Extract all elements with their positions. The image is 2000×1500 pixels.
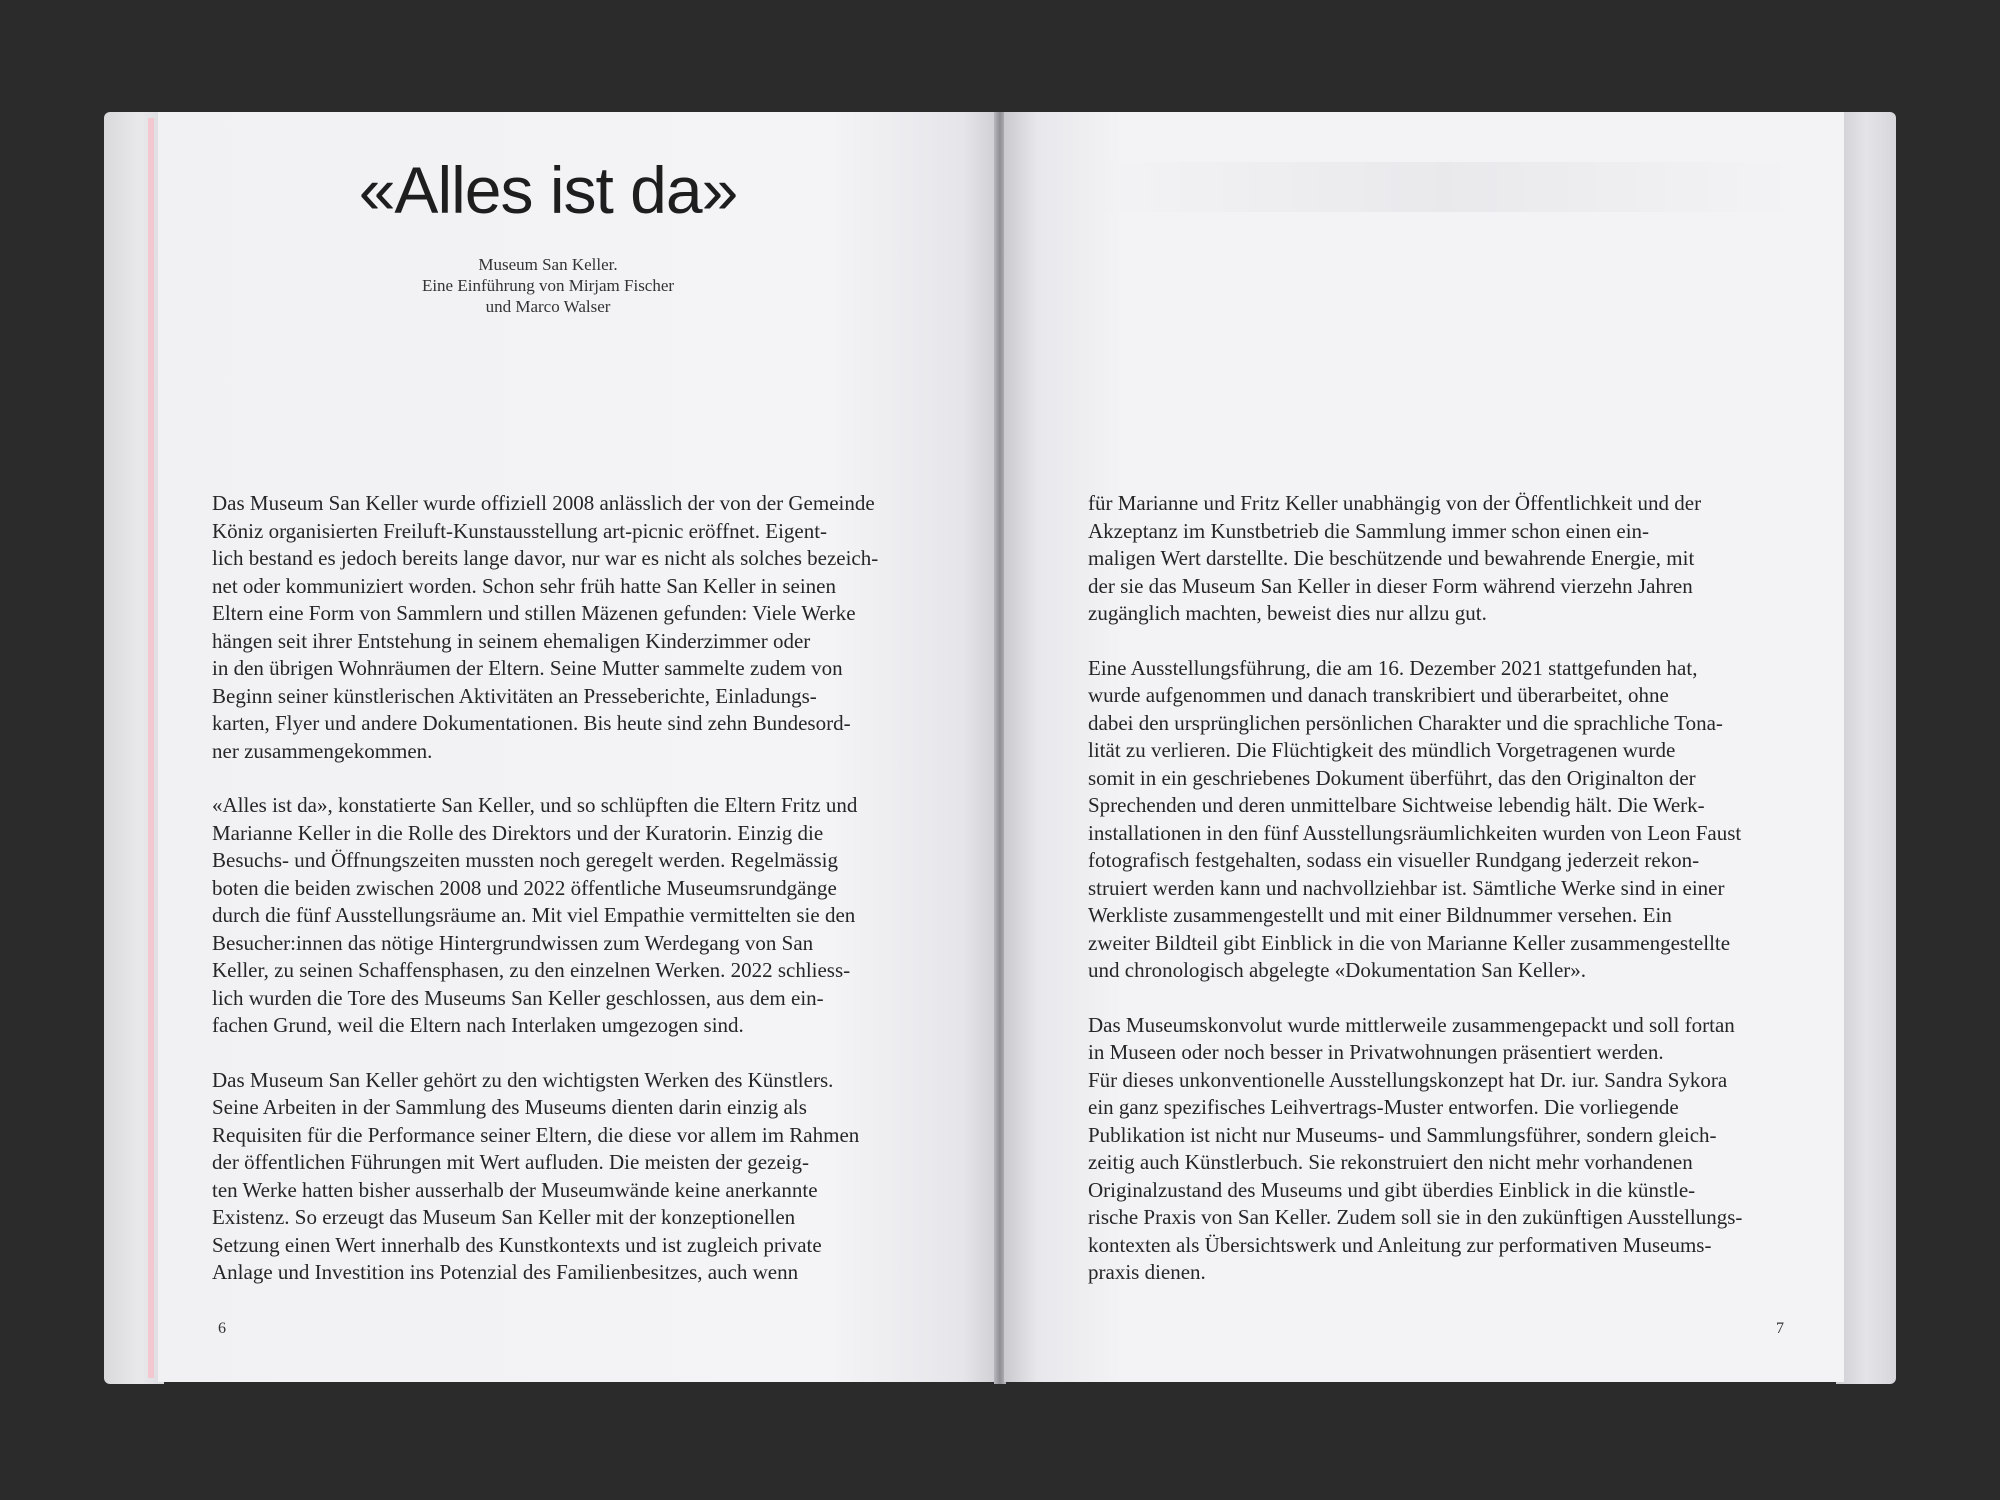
text-line: karten, Flyer und andere Dokumentationen. Bis heute sind zehn Bundesord- bbox=[212, 711, 851, 735]
text-line: praxis dienen. bbox=[1088, 1260, 1206, 1284]
text-line: zugänglich machten, beweist dies nur allzu gut. bbox=[1088, 601, 1487, 625]
text-line: Für dieses unkonventionelle Ausstellungskonzept hat Dr. iur. Sandra Sykora bbox=[1088, 1067, 1728, 1092]
text-line: somit in ein geschriebenes Dokument überführt, das den Originalton der bbox=[1088, 765, 1696, 790]
text-line: struiert werden kann und nachvollziehbar ist. Sämtliche Werke sind in einer bbox=[1088, 875, 1725, 900]
left-page bbox=[158, 112, 996, 1382]
text-line: in Museen oder noch besser in Privatwohnungen präsentiert werden. bbox=[1088, 1040, 1664, 1064]
text-line: Werkliste zusammengestellt und mit einer Bildnummer versehen. Ein bbox=[1088, 903, 1672, 927]
text-line: dabei den ursprünglichen persönlichen Charakter und die sprachliche Tona- bbox=[1088, 710, 1723, 735]
text-line: Requisiten für die Performance seiner Eltern, die diese vor allem im Rahmen bbox=[212, 1122, 860, 1147]
text-line: Akzeptanz im Kunstbetrieb die Sammlung immer schon einen ein- bbox=[1088, 518, 1650, 543]
text-line: Marianne Keller in die Rolle des Direktors und der Kuratorin. Einzig die bbox=[212, 820, 824, 845]
pink-page-edge bbox=[148, 118, 154, 1378]
text-line: wurde aufgenommen und danach transkribiert und überarbeitet, ohne bbox=[1088, 683, 1669, 707]
text-line: hängen seit ihrer Entstehung in seinem ehemaligen Kinderzimmer oder bbox=[212, 628, 811, 653]
show-through-heading bbox=[1094, 162, 1794, 212]
text-line: zeitig auch Künstlerbuch. Sie rekonstruiert den nicht mehr vorhandenen bbox=[1088, 1150, 1693, 1174]
text-line: net oder kommuniziert worden. Schon sehr früh hatte San Keller in seinen bbox=[212, 573, 836, 598]
paragraph bbox=[1088, 1012, 1818, 1287]
text-line: Publikation ist nicht nur Museums- und Sammlungsführer, sondern gleich- bbox=[1088, 1122, 1717, 1147]
paragraph bbox=[212, 792, 942, 1040]
paragraph bbox=[212, 1067, 942, 1287]
text-line: rische Praxis von San Keller. Zudem soll sie in den zukünftigen Ausstellungs- bbox=[1088, 1205, 1743, 1229]
text-line: und chronologisch abgelegte «Dokumentation San Keller». bbox=[1088, 958, 1587, 982]
paragraph bbox=[1088, 655, 1818, 985]
subtitle-line: und Marco Walser bbox=[485, 297, 611, 316]
page-number-right: 7 bbox=[1776, 1320, 1784, 1337]
text-line: Originalzustand des Museums und gibt überdies Einblick in die künstle- bbox=[1088, 1177, 1696, 1202]
text-line: Eine Ausstellungsführung, die am 16. Dezember 2021 stattgefunden hat, bbox=[1088, 655, 1698, 680]
text-line: Existenz. So erzeugt das Museum San Keller mit der konzeptionellen bbox=[212, 1205, 796, 1229]
text-line: Beginn seiner künstlerischen Aktivitäten an Presseberichte, Einladungs- bbox=[212, 683, 817, 708]
text-line: der öffentlichen Führungen mit Wert aufluden. Die meisten der gezeig- bbox=[212, 1150, 810, 1174]
text-line: Das Museum San Keller gehört zu den wichtigsten Werken des Künstlers. bbox=[212, 1067, 834, 1092]
text-line: für Marianne und Fritz Keller unabhängig von der Öffentlichkeit und der bbox=[1088, 491, 1702, 515]
text-line: installationen in den fünf Ausstellungsräumlichkeiten wurden von Leon Faust bbox=[1088, 820, 1742, 845]
right-body-text bbox=[1088, 490, 1818, 1314]
book-cover-left-edge bbox=[104, 112, 164, 1384]
subtitle-line: Museum San Keller. bbox=[478, 255, 618, 274]
text-line: Das Museum San Keller wurde offiziell 2008 anlässlich der von der Gemeinde bbox=[212, 491, 875, 515]
text-line: ner zusammengekommen. bbox=[212, 738, 433, 763]
text-line: maligen Wert darstellte. Die beschützende und bewahrende Energie, mit bbox=[1088, 546, 1695, 570]
text-line: in den übrigen Wohnräumen der Eltern. Seine Mutter sammelte zudem von bbox=[212, 656, 843, 680]
text-line: Seine Arbeiten in der Sammlung des Museums dienten darin einzig als bbox=[212, 1095, 807, 1119]
text-line: lität zu verlieren. Die Flüchtigkeit des mündlich Vorgetragenen wurde bbox=[1088, 738, 1676, 762]
text-line: fachen Grund, weil die Eltern nach Interlaken umgezogen sind. bbox=[212, 1013, 744, 1037]
paragraph bbox=[212, 490, 942, 765]
text-line: Das Museumskonvolut wurde mittlerweile zusammengepackt und soll fortan bbox=[1088, 1012, 1735, 1037]
left-body-text bbox=[212, 490, 942, 1314]
text-line: kontexten als Übersichtswerk und Anleitung zur performativen Museums- bbox=[1088, 1232, 1712, 1257]
text-line: lich bestand es jedoch bereits lange davor, nur war es nicht als solches bezeich- bbox=[212, 546, 879, 570]
text-line: Besucher:innen das nötige Hintergrundwissen zum Werdegang von San bbox=[212, 930, 814, 955]
text-line: ein ganz spezifisches Leihvertrags-Muster entworfen. Die vorliegende bbox=[1088, 1095, 1679, 1119]
text-line: lich wurden die Tore des Museums San Keller geschlossen, aus dem ein- bbox=[212, 985, 824, 1010]
paragraph bbox=[1088, 490, 1818, 628]
text-line: Eltern eine Form von Sammlern und stillen Mäzenen gefunden: Viele Werke bbox=[212, 601, 856, 625]
text-line: der sie das Museum San Keller in dieser Form während vierzehn Jahren bbox=[1088, 573, 1693, 598]
text-line: Anlage und Investition ins Potenzial des Familienbesitzes, auch wenn bbox=[212, 1260, 799, 1284]
text-line: fotografisch festgehalten, sodass ein visueller Rundgang jederzeit rekon- bbox=[1088, 848, 1700, 872]
text-line: Setzung einen Wert innerhalb des Kunstkontexts und ist zugleich private bbox=[212, 1232, 822, 1257]
subtitle-line: Eine Einführung von Mirjam Fischer bbox=[421, 276, 675, 295]
text-line: boten die beiden zwischen 2008 und 2022 öffentliche Museumsrundgänge bbox=[212, 875, 837, 900]
text-line: zweiter Bildteil gibt Einblick in die von Marianne Keller zusammengestellte bbox=[1088, 930, 1731, 955]
text-line: ten Werke hatten bisher ausserhalb der Museumwände keine anerkannte bbox=[212, 1177, 818, 1202]
text-line: Keller, zu seinen Schaffensphasen, zu den einzelnen Werken. 2022 schliess- bbox=[212, 958, 851, 982]
text-line: durch die fünf Ausstellungsräume an. Mit viel Empathie vermittelten sie den bbox=[212, 903, 856, 927]
text-line: Köniz organisierten Freiluft-Kunstausstellung art-picnic eröffnet. Eigent- bbox=[212, 518, 828, 543]
page-subtitle bbox=[368, 254, 728, 317]
text-line: Besuchs- und Öffnungszeiten mussten noch geregelt werden. Regelmässig bbox=[212, 848, 838, 872]
text-line: «Alles ist da», konstatierte San Keller, und so schlüpften die Eltern Fritz und bbox=[212, 793, 858, 817]
right-page bbox=[1004, 112, 1844, 1382]
page-number-left: 6 bbox=[218, 1320, 226, 1337]
text-line: Sprechenden und deren unmittelbare Sichtweise lebendig hält. Die Werk- bbox=[1088, 793, 1705, 817]
page-title: «Alles ist da» bbox=[358, 153, 738, 227]
book-cover-right-edge bbox=[1836, 112, 1896, 1384]
